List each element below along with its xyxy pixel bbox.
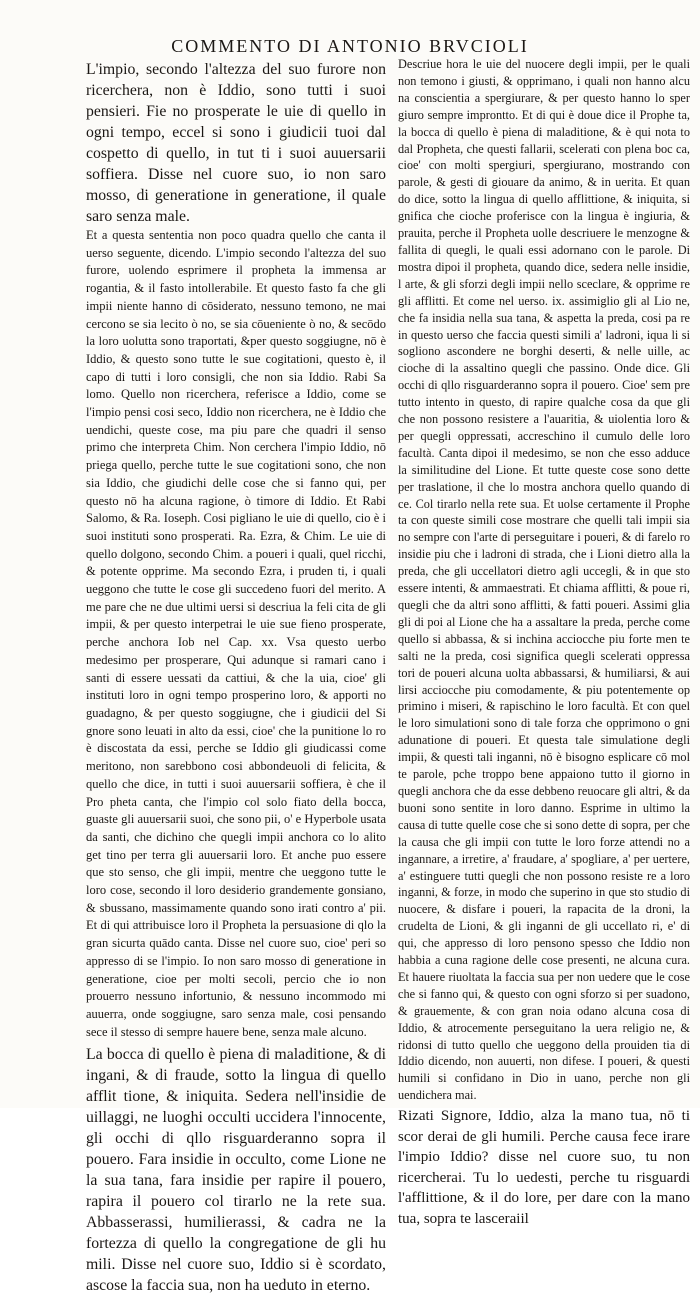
psalm-verse-text: La bocca di quello è piena di maladitione, & di ingani, & di fraude, sotto la lingua di quello afflit tione, & iniquita. Sedera nell'insidie de uillaggi, ne luoghi occulti uccidera l'innocente, gli occhi di qllo risguarderanno sopra il pouero. Fara insidie in occulto, come Lione ne la sua tana, fara insidie per rapire il pouero, rapira il pouero col tirarlo ne la rete sua. Abbasserassi, humilierassi, & cadra ne la fortezza di quello la congregatione de gli hu mili. Disse nel cuore suo, Iddio si è scordato, ascose la faccia sua, non ha ueduto in eterno. — [86, 1046, 386, 1295]
left-column — [86, 56, 386, 1295]
commentary-paragraph: Descriue hora le uie del nuocere degli impii, per le quali non temono i giusti, & opprimano, i quali non hanno alcu na conscientia a spergiurare, & per questo hanno lo sper giuro sempre improntto. Et di qui è doue dice il Prophe ta, la bocca di quello è piena di maladitione, & è qui nota to dal Propheta, che questi fallarii, scelerati con plena boc ca, cioe' con molti spergiuri, spergiurano, mostrando con parole, & gesti di giouare da animo, & in uerita. Et quan do dice, sotto la lingua di quello afflittione, & iniquita, si gnifica che cioche proferisce con la lingua è ingiuria, & prauita, perche il Propheta uolle descriuere le menzogne & fallita di quegli, le quali essi adornano con le parole. Di mostra dipoi il propheta, quando dice, sedera nelle insidie, l arte, & gli sforzi degli impii nello sceclare, & opprime re gli afflitti. Et come nel uerso. ix. assimiglio gli al Lio ne, che fa insidia nella sua tana, & aspetta la preda, cosi pa re in questo uerso che faccia questi simili a' ladroni, iqua li si sogliono ascondere ne borghi deserti, & nelle uille, ac cioche di la assaltino quegli che passino. Onde dice. Gli occhi di qllo risguarderanno sopra il pouero. Cioe' sem pre tutto intento in questo, di rapire qualche cosa da que gli che non possono resistere a l'auaritia, & uiolentia loro & per quegli oppressati, accreschino il cumulo delle loro facultà. Canta dipoi il medesimo, se non che esso adduce la similitudine del Lione. Et tutte queste cose sono dette per traslatione, il che lo mostra anchora quello quando di ce. Col tirarlo nella rete sua. Et uolse certamente il Prophe ta con queste simili cose mostrare che quelli tali impii sia no sempre con l'arte di perseguitare i poueri, & di farelo ro insidie piu che i ladroni di strada, che i Lioni dietro alla la preda, che gli uccellatori dietro agli uccegli, & in que sto essere intenti, & ammaestrati. Et chiama afflitti, & poue ri, quegli che da altri sono afflitti, & fatti poueri. Assimi glia gli di poi al Lione che ha a assaltare la preda, perche come quello si abbassa, & si inchina acciocche piu forte men te salti ne la preda, cosi significa quegli scelerati oppressa tori de poueri alcuna uolta abbassarsi, & humiliarsi, & aui lirsi acciocche piu comodamente, & piu potentemente op primino i miseri, & rapischino le loro facultà. Et con quel le loro simulationi sono di tale forza che opprimono o gni adunatione di poueri. Et questa tale simulatione degli impii, & questi tali inganni, nō è bisogno esplicare cō mol te parole, pche troppo bene appaiono tutto il giorno in quegli anchora che da esse debbeno reuocare gli altri, & da buoni sono sentite in loro danno. Esprime in ultimo la causa di tutte quelle cose che si sono dette di sopra, per che la causa che gli impii con tutte le loro forze attendi no a ingannare, a irretire, a' fraudare, a' spogliare, a' per uertere, a' estinguere tutti quegli che non possono resiste re a loro inganni, & forze, in modo che superino in que sto studio di nuocere, & disfare i poueri, la rapacita de la droni, la crudelta de Lioni, & gli inganni de gli uccellato ri, e' di qui, che appresso di loro pensono spesso che Iddio non habbia a cuna ragione delle cose presenti, ne alcuna cura. Et hauere riuoltata la faccia sua per non uedere que le cose che si fanno qui, & questo con ogni sforzo si per suadono, & grauemente, & con gran noia odano alcuna cosa di Iddio, & atrocemente perseguitano la uera religio ne, & ridonsi di tutto quello che ueggono della prouiden tia di Iddio dicendo, non auuerti, non difese. I poueri, & questi humili si confidano in Dio in uano, perche non gli uendichera mai. — [398, 57, 690, 1103]
psalm-verse-text: L'impio, secondo l'altezza del suo furore non ricerchera, non è Iddio, sono tutti i suoi pensieri. Fie no prosperate le uie di quello in ogni tempo, eccel si sono i giudicii tuoi dal cospetto di quello, in tut ti i suoi auuersarii soffiera. Disse nel cuore suo, io non saro mosso, di generatione in generatione, il quale saro senza male. — [86, 61, 386, 225]
right-column — [398, 56, 690, 1227]
running-head: COMMENTO DI ANTONIO BRVCIOLI — [171, 36, 529, 56]
psalm-verse-text: Rizati Signore, Iddio, alza la mano tua, nō ti scor derai de gli humili. Perche causa fece irare l'impio Iddio? disse nel cuore suo, tu non ricercherai. Tu lo uedesti, perche tu risguardi l'afflittione, & il do lore, per dare con la mano tua, sopra te lasceraiil — [398, 1108, 690, 1227]
commentary-paragraph: Et a questa sententia non poco quadra quello che canta il uerso seguente, dicendo. L'impio secondo l'altezza del suo furore, uolendo esprimere il propheta la immensa ar rogantia, & il fasto intollerabile. Et questo fasto fa che gli impii niente hanno di cōsiderato, nessuno temono, ne mai cercono se sia lecito ò no, se sia cōueniente ò no, & secōdo la loro uolutta sono traportati, &per questo soggiugne, nō è Iddio, & questo sono tutte le sue cogitationi, questo è, il capo di tutti i loro consigli, che non sia Iddio. Rabi Sa lomo. Quello non ricerchera, referisce a Iddio, come se l'impio pensi cosi seco, Iddio non ricerchera, ne è Iddio che uendichi, queste cose, ma piu pare che quadri il senso primo che interpreta Chim. Non cerchera l'impio Iddio, nō priega quello, perche tutte le sue cogitationi sono, che non sia Iddio, che giudichi delle cose che si fanno qui, per questo nō ha alcuna ragione, ò timore di Iddio. Et Rabi Salomo, & Ra. Ioseph. Cosi pigliano le uie di quello, cio è i suoi instituti sono prosperati. Ra. Ezra, & Chim. Le uie di quello dolgono, secondo Chim. a poueri i quali, quel ricchi, & potente opprime. Ma secondo Ezra, i pruden ti, i quali ueggono che tutte le cose gli succedeno fuori del merito. A me pare che ne due ultimi uersi si descriua la feli cita de gli impii, & per questo interpetrai le uie sue fieno prosperate, perche anchora Iob nel Cap. xx. Vsa questo uerbo medesimo per prosperare, Qui adunque si ramari cano i santi di essere uessati da cattiui, & che la uia, cioe' gli instituti loro in ogni tempo prosperino loro, & apporti no guadagno, & per questo soggiugne, che i giudicii del Si gnore sono leuati in alto da essi, cioe' che la punitione lo ro è discostata da essi, perche se Iddio gli giudicassi come meritono, non sarebbono cosi abbondeuoli di felicita, & quello che dice, in tutti i suoi auuersarii soffiera, è che il Pro pheta canta, che l'impio col solo fiato della bocca, guaste gli auuersarii suoi, che sono pii, o' e Hyperbole usata da santi, che dichino che quegli impii anchora co lo alito get tino per terra gli auuersarii loro. Et anche puo essere que sto senso, che gli impii, mentre che ueggono tutte le loro cose, secondo il loro desiderio grandemente gonsiano, & sbussano, massimamente quando sono irati contro a' pii. Et di qui attribuisce loro il Propheta la persuasione di qlo la gran sicurta quādo canta. Disse nel cuore suo, cioe' peri so appresso di se l'impio. Io non saro mosso di generatione in generatione, cioe per molti secoli, percio che io non prouerro nessuno infortunio, & nessuno incommodo mi auuerra, onde soggiugne, saro senza male, cosi pensando sece il stesso di sempre hauere bene, senza male alcuno. — [86, 228, 386, 1039]
